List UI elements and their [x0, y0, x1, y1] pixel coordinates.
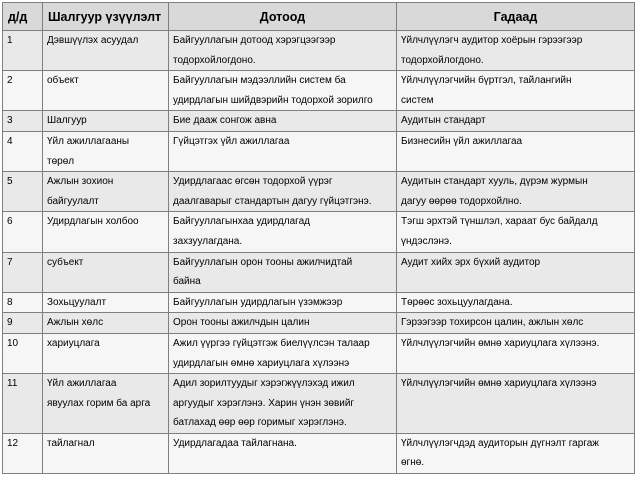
table-row [3, 433, 635, 473]
header-criterion: Шалгуур үзүүлэлт [43, 3, 169, 31]
cell-line: Үйлчлүүлэгчдэд аудиторын дүгнэлт гаргаж [401, 437, 599, 449]
number-cell: 4 [3, 131, 43, 171]
cell-line: Зохьцуулалт [47, 296, 107, 308]
cell-line: тодорхойлогдоно. [173, 54, 256, 66]
cell-line: Адил зорилтуудыг хэрэгжүүлэхэд ижил [173, 378, 355, 390]
comparison-table [2, 2, 635, 474]
cell-line: байна [173, 276, 201, 288]
cell-line: Удирдлагаас өгсөн тодорхой үүрэг [173, 176, 333, 188]
internal-cell [169, 31, 397, 71]
criterion-cell [43, 313, 169, 334]
cell-line: үндэслэнэ. [401, 235, 452, 247]
cell-line: Байгууллагын дотоод хэрэгцээгээр [173, 35, 336, 46]
cell-line: удирдлагын шийдвэрийн тодорхой зорилго [173, 94, 373, 106]
table-header [3, 3, 635, 31]
external-cell [397, 71, 635, 111]
cell-line: Гүйцэтгэх үйл ажиллагаа [173, 135, 290, 147]
cell-line: байгуулалт [47, 195, 99, 207]
external-cell [397, 131, 635, 171]
criterion-cell [43, 433, 169, 473]
external-cell [397, 433, 635, 473]
external-cell [397, 374, 635, 434]
cell-line: Байгууллагынхаа удирдлагад [173, 216, 310, 228]
table-row [3, 313, 635, 334]
cell-line: төрөл [47, 155, 75, 167]
cell-line: Аудит хийх эрх бүхий аудитор [401, 256, 541, 268]
internal-cell [169, 212, 397, 252]
table-row [3, 333, 635, 373]
criterion-cell [43, 374, 169, 434]
internal-cell [169, 172, 397, 212]
cell-line: Үйлчлүүлэгчийн өмнө хариуцлага хүлээнэ. [401, 337, 600, 349]
external-cell [397, 172, 635, 212]
cell-line: захзуулагдана. [173, 235, 243, 247]
criterion-cell [43, 333, 169, 373]
number-cell: 8 [3, 292, 43, 313]
cell-line: Ажлын хөлс [47, 317, 104, 329]
table-body [3, 31, 635, 474]
criterion-cell [43, 131, 169, 171]
table-row [3, 131, 635, 171]
cell-line: Тэгш эрхтэй түншлэл, хараат бус байдалд [401, 216, 598, 228]
number-cell: 12 [3, 433, 43, 473]
number-cell: 7 [3, 252, 43, 292]
criterion-cell [43, 172, 169, 212]
cell-line: Үйлчлүүлэгч аудитор хоёрын гэрээгээр [401, 35, 583, 46]
external-cell [397, 292, 635, 313]
cell-line: Үйл ажиллагааны [47, 135, 130, 147]
number-cell: 5 [3, 172, 43, 212]
cell-line: Гэрээгээр тохирсон цалин, ажлын хөлс [401, 317, 584, 329]
cell-line: хариуцлага [47, 337, 100, 349]
internal-cell [169, 71, 397, 111]
criterion-cell [43, 71, 169, 111]
cell-line: Бизнесийн үйл ажиллагаа [401, 135, 523, 147]
internal-cell [169, 131, 397, 171]
header-row [3, 3, 635, 31]
cell-line: даалгаварыг стандартын дагуу гүйцэтгэнэ. [173, 195, 372, 207]
cell-line: Аудитын стандарт [401, 115, 486, 127]
number-cell: 9 [3, 313, 43, 334]
number-cell: 10 [3, 333, 43, 373]
table-row [3, 252, 635, 292]
number-cell: 1 [3, 31, 43, 71]
internal-cell [169, 111, 397, 132]
cell-line: Үйл ажиллагаа [47, 378, 117, 390]
table-row [3, 111, 635, 132]
cell-line: Ажлын зохион [47, 176, 114, 188]
table-row [3, 374, 635, 434]
header-number: д/д [3, 3, 43, 31]
header-internal: Дотоод [169, 3, 397, 31]
criterion-cell [43, 212, 169, 252]
cell-line: тодорхойлогдоно. [401, 54, 484, 66]
cell-line: Удирдлагын холбоо [47, 216, 139, 228]
external-cell [397, 333, 635, 373]
external-cell [397, 111, 635, 132]
cell-line: Ажил үүргээ гүйцэтгэж биелүүлсэн талаар [173, 337, 370, 349]
cell-line: Байгууллагын орон тооны ажилчидтай [173, 256, 353, 268]
cell-line: Үйлчлүүлэгчийн өмнө хариуцлага хүлээнэ [401, 378, 597, 390]
table-row [3, 31, 635, 71]
number-cell: 2 [3, 71, 43, 111]
cell-line: Удирдлагадаа тайлагнана. [173, 437, 297, 449]
cell-line: Аудитын стандарт хууль, дүрэм журмын [401, 176, 588, 188]
cell-line: Төрөөс зохьцуулагдана. [401, 296, 513, 308]
cell-line: Бие дааж сонгож авна [173, 115, 277, 127]
internal-cell [169, 333, 397, 373]
number-cell: 11 [3, 374, 43, 434]
external-cell [397, 252, 635, 292]
cell-line: батлахад өөр өөр горимыг хэрэглэнэ. [173, 417, 347, 429]
internal-cell [169, 252, 397, 292]
table-row [3, 212, 635, 252]
internal-cell [169, 374, 397, 434]
criterion-cell [43, 292, 169, 313]
cell-line: Дэвшүүлэх асуудал [47, 35, 139, 46]
internal-cell [169, 292, 397, 313]
cell-line: тайлагнал [47, 437, 95, 449]
external-cell [397, 31, 635, 71]
cell-line: субъект [47, 256, 84, 268]
header-external: Гадаад [397, 3, 635, 31]
cell-line: явуулах горим ба арга [47, 397, 151, 409]
external-cell [397, 212, 635, 252]
internal-cell [169, 433, 397, 473]
cell-line: дагуу өөрөө тодорхойлно. [401, 195, 522, 207]
criterion-cell [43, 111, 169, 132]
criterion-cell [43, 252, 169, 292]
number-cell: 3 [3, 111, 43, 132]
cell-line: объект [47, 75, 79, 87]
cell-line: систем [401, 94, 434, 106]
table-row [3, 292, 635, 313]
table-row [3, 71, 635, 111]
table-row [3, 172, 635, 212]
internal-cell [169, 313, 397, 334]
cell-line: аргуудыг хэрэглэнэ. Харин үнэн зөвийг [173, 397, 355, 409]
cell-line: Байгууллагын удирдлагын үзэмжээр [173, 296, 343, 308]
cell-line: Байгууллагын мэдээллийн систем ба [173, 75, 346, 87]
cell-line: Орон тооны ажилчдын цалин [173, 317, 310, 329]
external-cell [397, 313, 635, 334]
criterion-cell [43, 31, 169, 71]
number-cell: 6 [3, 212, 43, 252]
cell-line: Шалгуур [47, 115, 87, 127]
cell-line: удирдлагын өмнө хариуцлага хүлээнэ [173, 357, 350, 369]
cell-line: өгнө. [401, 457, 425, 469]
cell-line: Үйлчлүүлэгчийн бүртгэл, тайлангийн [401, 75, 572, 87]
